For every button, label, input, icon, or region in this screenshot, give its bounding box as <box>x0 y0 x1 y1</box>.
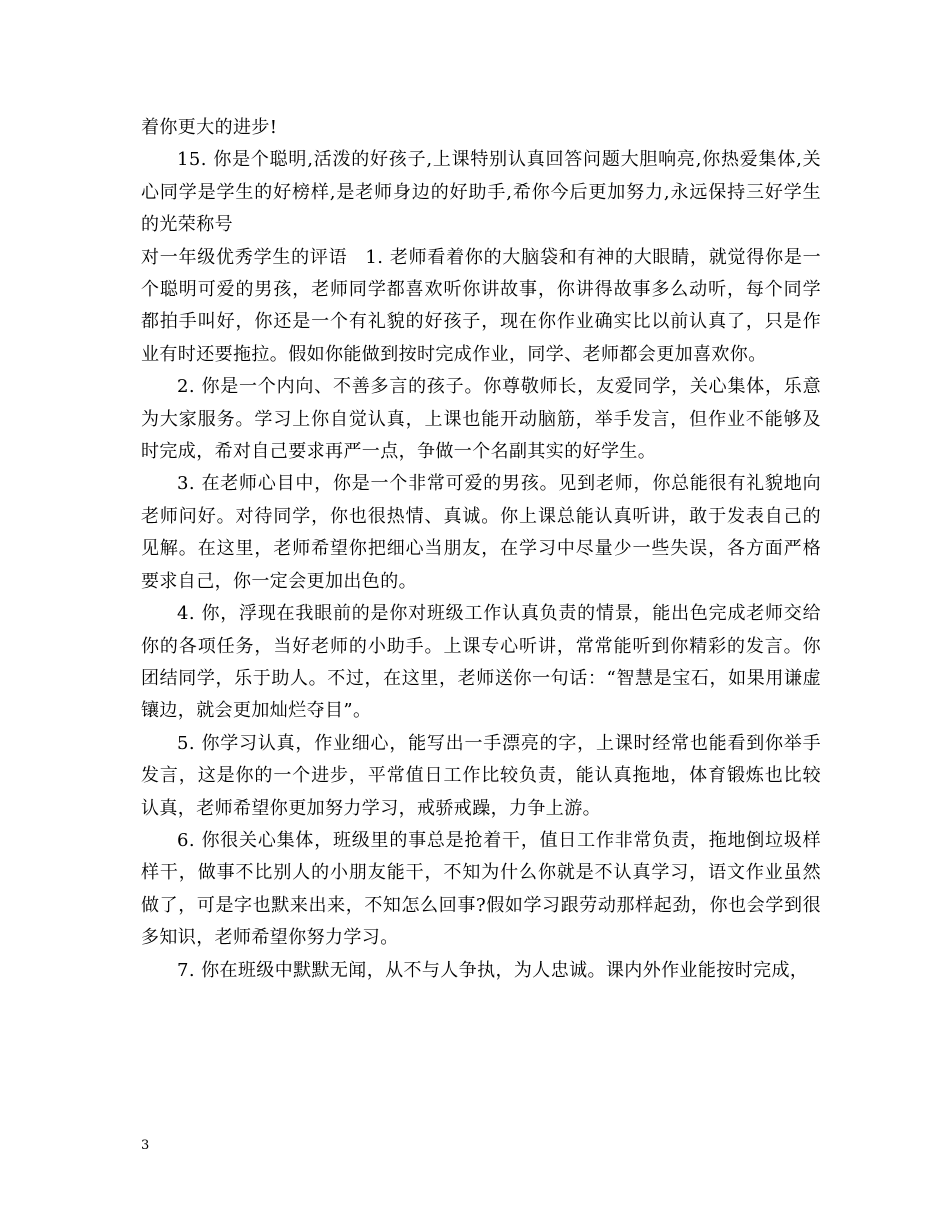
paragraph-comment-6: 6. 你很关心集体，班级里的事总是抢着干，值日工作非常负责，拖地倒垃圾样样干，做事不比别人的小朋友能干，不知为什么你就是不认真学习，语文作业虽然做了，可是字也默来出来，不知怎么回事?假如学习跟劳动那样起劲，你也会学到很多知识，老师希望你努力学习。 <box>141 829 821 949</box>
paragraph-comment-15: 15. 你是个聪明,活泼的好孩子,上课特别认真回答问题大胆响亮,你热爱集体,关心同学是学生的好榜样,是老师身边的好助手,希你今后更加努力,永远保持三好学生的光荣称号 <box>141 149 821 236</box>
paragraph-comment-4: 4. 你，浮现在我眼前的是你对班级工作认真负责的情景，能出色完成老师交给你的各项任务，当好老师的小助手。上课专心听讲，常常能听到你精彩的发言。你团结同学，乐于助人。不过，在这里，老师送你一句话：“智慧是宝石，如果用谦虚镶边，就会更加灿烂夺目”。 <box>141 603 821 722</box>
paragraph-section-start <box>141 242 821 372</box>
paragraph-comment-7: 7. 你在班级中默默无闻，从不与人争执，为人忠诚。课内外作业能按时完成， <box>177 959 809 981</box>
page-number: 3 <box>141 1138 150 1153</box>
paragraph-comment-3: 3. 在老师心目中，你是一个非常可爱的男孩。见到老师，你总能很有礼貌地向老师问好。对待同学，你也很热情、真诚。你上课总能认真听讲，敢于发表自己的见解。在这里，老师希望你把细心当朋友，在学习中尽量少一些失误，各方面严格要求自己，你一定会更加出色的。 <box>141 473 821 592</box>
paragraph-continuation: 着你更大的进步! <box>141 117 278 138</box>
document-body <box>141 112 821 987</box>
comment-1-text: 1. 老师看着你的大脑袋和有神的大眼睛，就觉得你是一个聪明可爱的男孩，老师同学都喜欢听你讲故事，你讲得故事多么动听，每个同学都拍手叫好，你还是一个有礼貌的好孩子，现在你作业确实比以前认真了，只是作业有时还要拖拉。假如你能做到按时完成作业，同学、老师都会更加喜欢你。 <box>141 246 822 365</box>
section-heading: 对一年级优秀学生的评语 <box>141 246 348 268</box>
paragraph-comment-2: 2. 你是一个内向、不善多言的孩子。你尊敬师长，友爱同学，关心集体，乐意为大家服务。学习上你自觉认真，上课也能开动脑筋，举手发言，但作业不能够及时完成，希对自己要求再严一点，争做一个名副其实的好学生。 <box>141 376 821 463</box>
paragraph-comment-5: 5. 你学习认真，作业细心，能写出一手漂亮的字，上课时经常也能看到你举手发言，这是你的一个进步，平常值日工作比较负责，能认真拖地，体育锻炼也比较认真，老师希望你更加努力学习，戒骄戒躁，力争上游。 <box>141 732 821 819</box>
